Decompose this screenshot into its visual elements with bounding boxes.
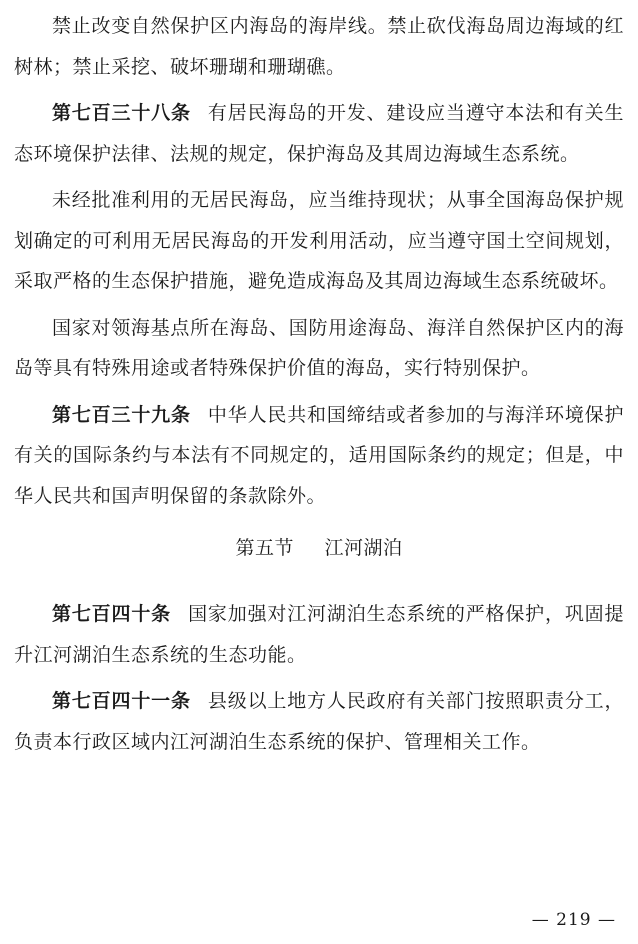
article-text: 中华人民共和国缔结或者参加的与海洋环境保护有关的国际条约与本法有不同规定的，适用国际条约的规定；但是，中华人民共和国声明保留的条款除外。	[14, 403, 624, 507]
article-title: 第七百四十一条	[52, 690, 191, 712]
page-number: — 219 —	[531, 910, 616, 930]
paragraph-special-protection	[14, 308, 624, 389]
paragraph-text: 禁止改变自然保护区内海岛的海岸线。禁止砍伐海岛周边海域的红树林；禁止采挖、破坏珊瑚和珊瑚礁。	[14, 15, 624, 78]
article-title: 第七百四十条	[52, 603, 171, 625]
section-heading	[14, 528, 624, 568]
article-title: 第七百三十九条	[52, 403, 191, 426]
paragraph-text: 未经批准利用的无居民海岛，应当维持现状；从事全国海岛保护规划确定的可利用无居民海岛的开发利用活动，应当遵守国土空间规划，采取严格的生态保护措施，避免造成海岛及其周边海域生态系统破坏。	[14, 189, 624, 292]
paragraph-coastline	[14, 6, 624, 87]
article-text: 县级以上地方人民政府有关部门按照职责分工，负责本行政区域内江河湖泊生态系统的保护、管理相关工作。	[14, 690, 624, 753]
article-title: 第七百三十八条	[52, 102, 191, 124]
document-page	[14, 6, 624, 768]
article-text: 国家加强对江河湖泊生态系统的严格保护，巩固提升江河湖泊生态系统的生态功能。	[14, 603, 624, 666]
article-741	[14, 681, 624, 762]
article-text: 有居民海岛的开发、建设应当遵守本法和有关生态环境保护法律、法规的规定，保护海岛及其周边海域生态系统。	[14, 102, 624, 165]
paragraph-uninhabited-islands	[14, 180, 624, 302]
paragraph-text: 国家对领海基点所在海岛、国防用途海岛、海洋自然保护区内的海岛等具有特殊用途或者特殊保护价值的海岛，实行特别保护。	[14, 316, 624, 379]
article-738	[14, 93, 624, 174]
article-740	[14, 594, 624, 675]
article-739	[14, 395, 624, 517]
section-number: 第五节	[235, 537, 295, 559]
section-title: 江河湖泊	[324, 537, 403, 559]
